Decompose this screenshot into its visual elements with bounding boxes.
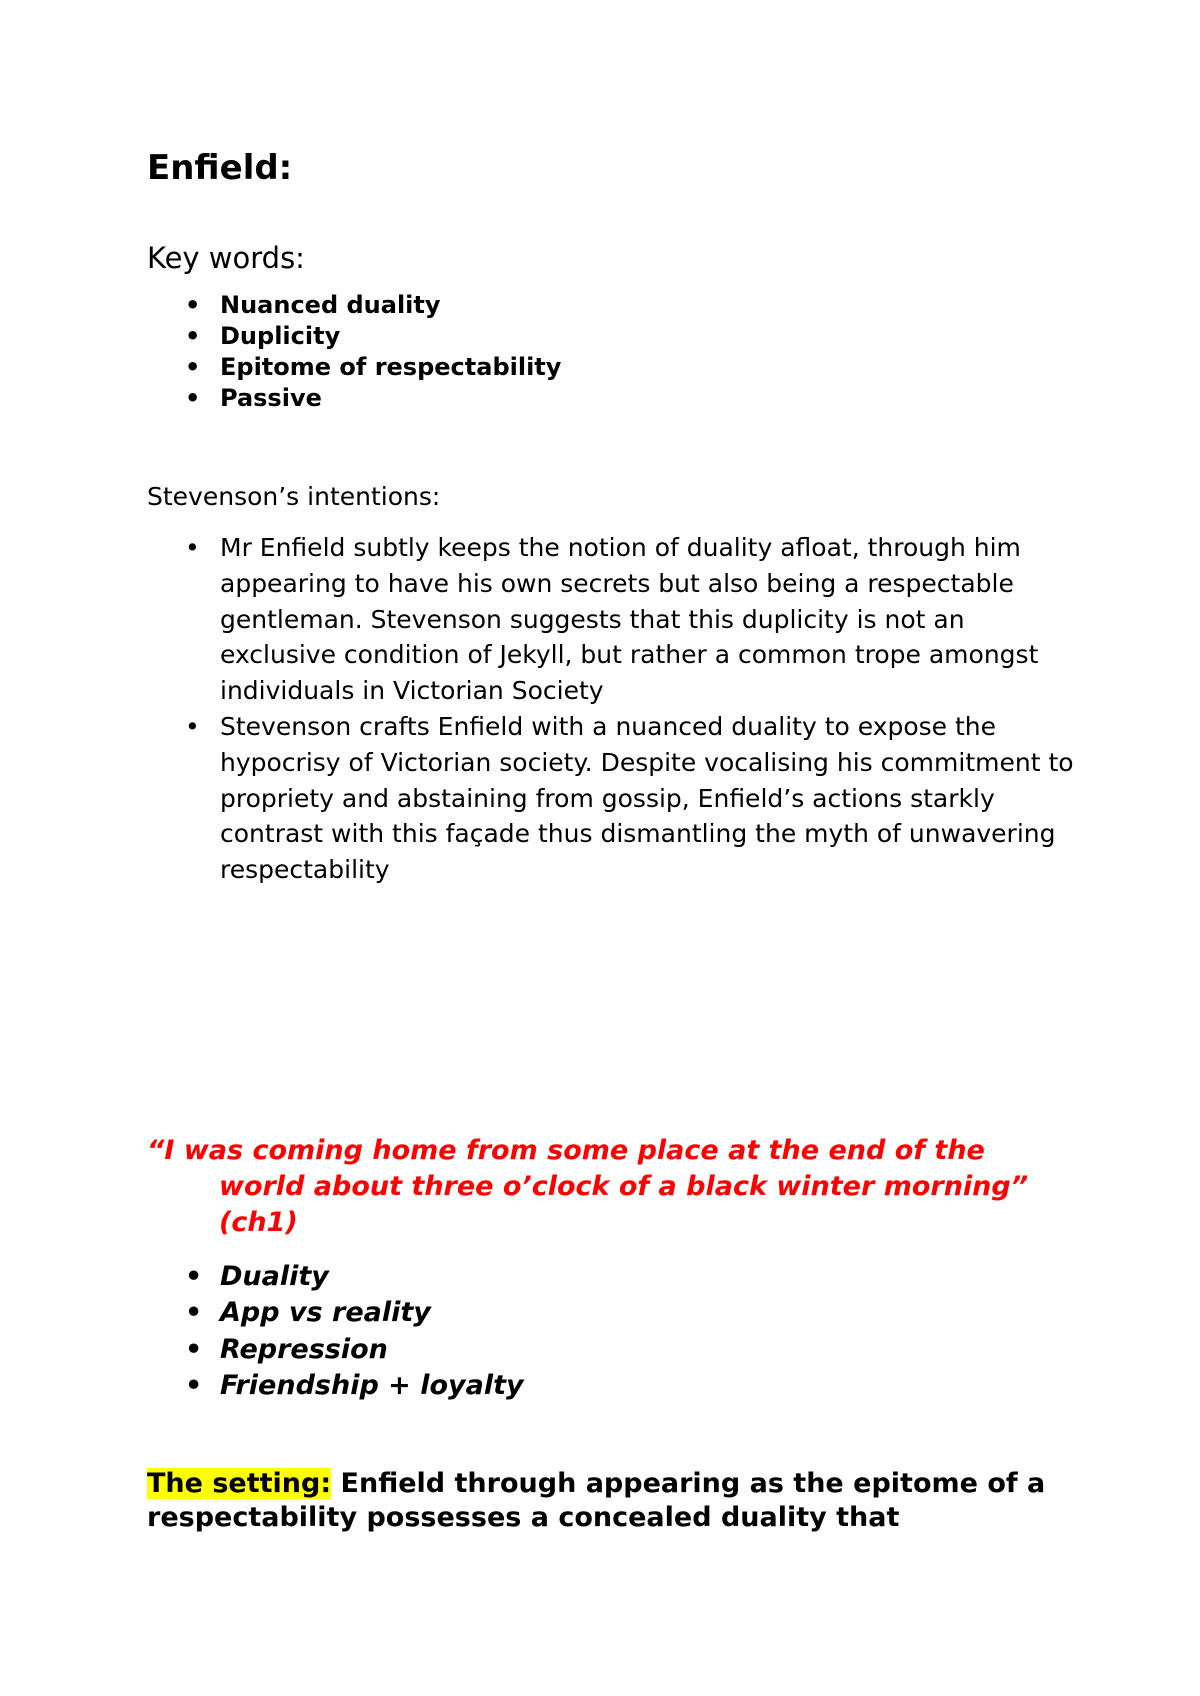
- bullet-icon: •: [185, 291, 201, 319]
- list-item: [0, 321, 1100, 352]
- setting-text: Enfield through appearing as the epitome of a respectability possesses a concealed duality that: [147, 1468, 1046, 1533]
- bullet-icon: •: [185, 353, 201, 381]
- list-item: [0, 1295, 1000, 1331]
- list-item: [0, 1368, 1000, 1404]
- list-item-text: Duplicity: [220, 322, 341, 350]
- bullet-icon: •: [185, 1333, 203, 1365]
- key-words-heading: Key words:: [147, 241, 305, 275]
- list-item-text: Nuanced duality: [220, 291, 441, 319]
- list-item: [0, 1259, 1000, 1295]
- bullet-icon: •: [185, 384, 201, 412]
- quote-text: “I was coming home from some place at the end of the world about three o’clock of a black winter morning” (ch1): [147, 1135, 1029, 1238]
- bullet-icon: •: [185, 533, 200, 562]
- list-item: [0, 290, 1100, 321]
- bullet-icon: •: [185, 322, 201, 350]
- page-title: Enfield:: [147, 148, 293, 188]
- list-item-text: Mr Enfield subtly keeps the notion of duality afloat, through him appearing to have his own secrets but also being a respectable gentleman. Stevenson suggests that this duplicity is not an exclusive condition of Jekyll, but rather a common trope amongst individuals in Victorian Society: [220, 533, 1039, 706]
- list-item-text: Passive: [220, 384, 322, 412]
- list-item: [0, 383, 1100, 414]
- list-item-text: Duality: [220, 1261, 329, 1292]
- list-item-text: Stevenson crafts Enfield with a nuanced duality to expose the hypocrisy of Victorian society. Despite vocalising his commitment to propriety and abstaining from gossip, Enfield’s actions starkly contrast with this façade thus dismantling the myth of unwavering respectability: [220, 711, 1074, 885]
- themes-list: [0, 1259, 1000, 1404]
- list-item-text: Repression: [220, 1333, 388, 1365]
- list-item-text: Friendship + loyalty: [220, 1369, 524, 1401]
- key-words-list: [0, 290, 1100, 414]
- list-item-text: App vs reality: [220, 1297, 431, 1329]
- list-item: [0, 709, 1080, 888]
- list-item: [0, 1332, 1000, 1368]
- bullet-icon: •: [185, 711, 200, 741]
- setting-label: The setting:: [147, 1468, 332, 1499]
- intentions-list: [0, 530, 1080, 888]
- bullet-icon: •: [185, 1297, 203, 1329]
- bullet-icon: •: [185, 1369, 203, 1401]
- list-item-text: Epitome of respectability: [220, 353, 562, 381]
- list-item: [0, 352, 1100, 383]
- bullet-icon: •: [185, 1261, 203, 1292]
- intentions-heading: Stevenson’s intentions:: [147, 482, 441, 511]
- setting-paragraph: [147, 1467, 1087, 1535]
- list-item: [0, 530, 1080, 709]
